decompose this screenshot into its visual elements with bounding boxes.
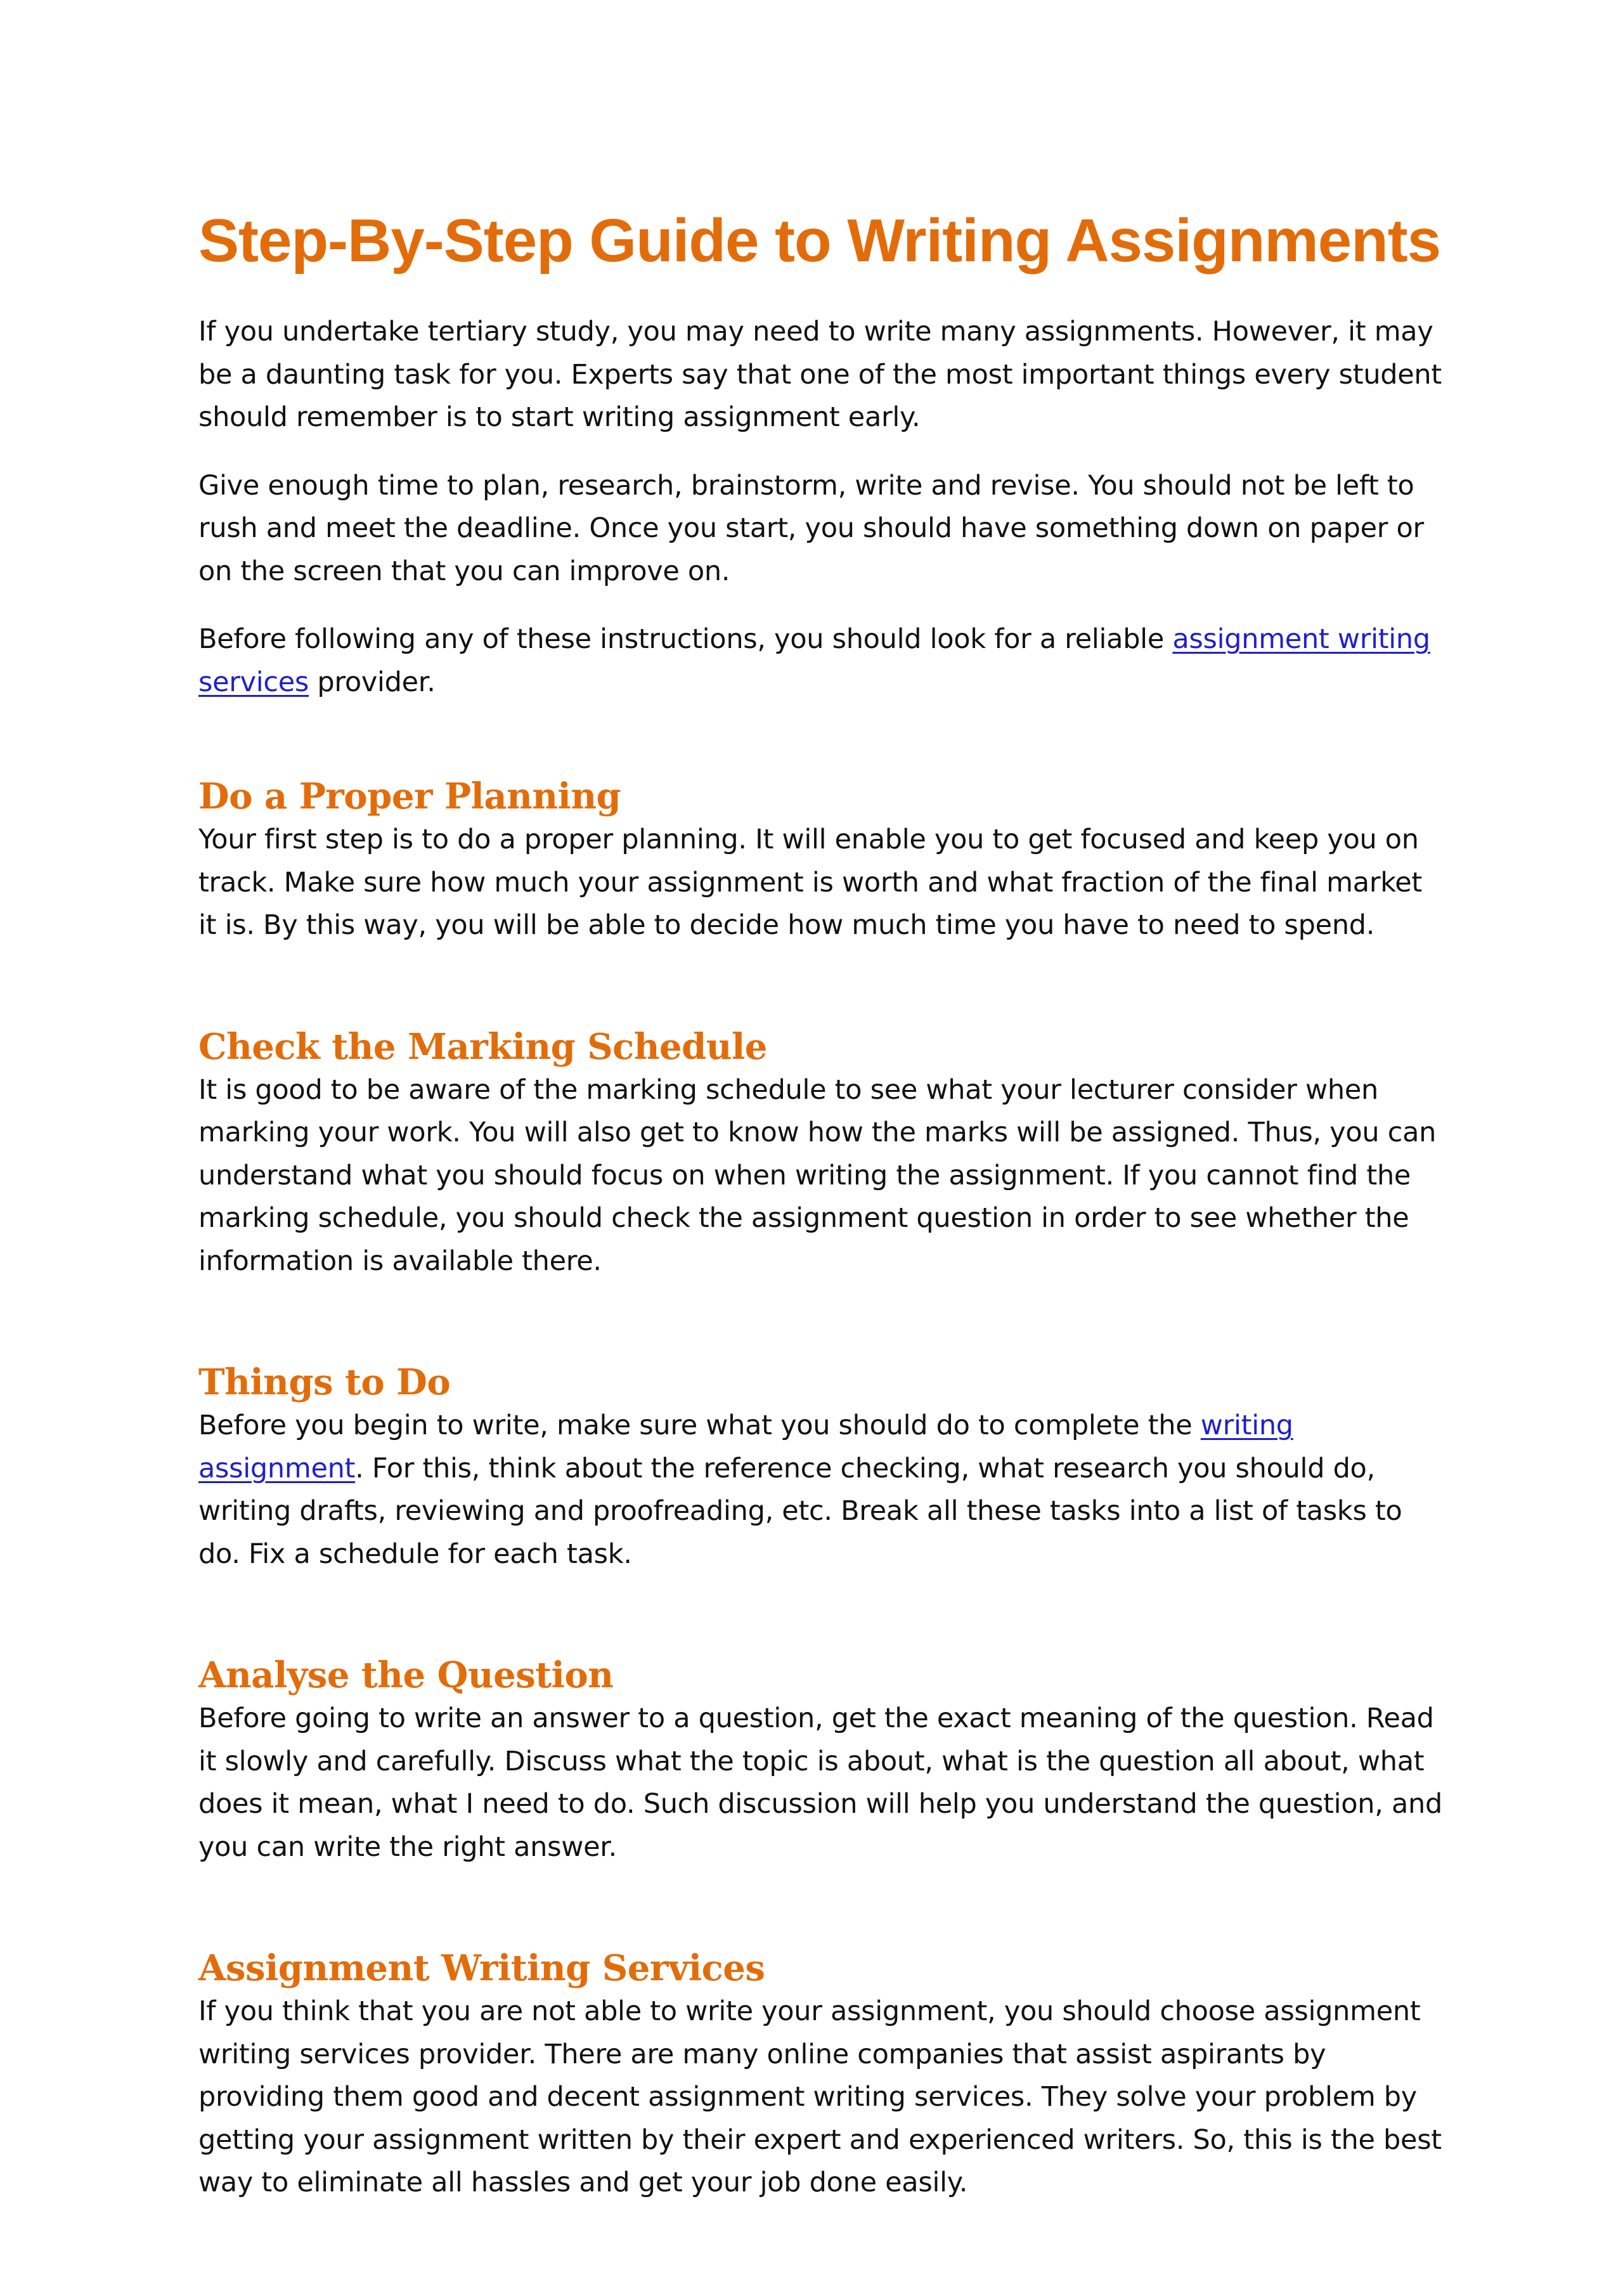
document-title: Step-By-Step Guide to Writing Assignments [198, 207, 1441, 275]
section-body-things-to-do [198, 1404, 1447, 1576]
section-analyse-question [198, 1649, 1447, 1869]
intro-paragraph-3-text-after: provider. [309, 666, 436, 698]
section-body-analyse-question: Before going to write an answer to a question, get the exact meaning of the question. Read it slowly and carefully. Discuss what the topic is about, what is the question all about, what does it mean, what I need to do. Such discussion will help you understand the question, and you can write the right answer. [198, 1703, 1442, 1863]
section-marking-schedule [198, 1020, 1447, 1283]
intro-paragraph-3-text-before: Before following any of these instructions, you should look for a reliable [198, 623, 1173, 655]
section-writing-services [198, 1942, 1447, 2205]
section-body-proper-planning: Your first step is to do a proper planning. It will enable you to get focused and keep you on track. Make sure how much your assignment is worth and what fraction of the final market it is. By this way, you will be able to decide how much time you have to need to spend. [198, 824, 1422, 941]
section-body-marking-schedule: It is good to be aware of the marking schedule to see what your lecturer consider when marking your work. You will also get to know how the marks will be assigned. Thus, you can understand what you should focus on when writing the assignment. If you cannot find the marking schedule, you should check the assignment question in order to see whether the information is available there. [198, 1073, 1437, 1277]
section-body-things-to-do-after: . For this, think about the reference checking, what research you should do, writing drafts, reviewing and proofreading, etc. Break all these tasks into a list of tasks to do. Fix a schedule for each task. [198, 1452, 1402, 1570]
section-heading-things-to-do: Things to Do [198, 1361, 451, 1403]
intro-paragraph-1: If you undertake tertiary study, you may need to write many assignments. However, it may be a daunting task for you. Experts say that one of the most important things every student should remember is to start writing assignment early. [198, 316, 1442, 433]
section-body-things-to-do-before: Before you begin to write, make sure what you should do to complete the [198, 1410, 1201, 1441]
section-heading-analyse-question: Analyse the Question [198, 1654, 614, 1696]
writing-assignment-link[interactable]: writing assignment [198, 1410, 1293, 1484]
section-things-to-do [198, 1356, 1447, 1576]
section-proper-planning [198, 770, 1447, 947]
section-heading-marking-schedule: Check the Marking Schedule [198, 1025, 767, 1068]
document-content [198, 190, 1447, 2205]
section-heading-writing-services: Assignment Writing Services [198, 1947, 765, 1989]
section-body-writing-services: If you think that you are not able to write your assignment, you should choose assignment writing services provider. There are many online companies that assist aspirants by providing them good and decent assignment writing services. They solve your problem by getting your assignment written by their expert and experienced writers. So, this is the best way to eliminate all hassles and get your job done easily. [198, 1995, 1442, 2198]
intro-paragraph-3 [198, 618, 1447, 704]
section-heading-proper-planning: Do a Proper Planning [198, 775, 621, 817]
assignment-writing-services-link[interactable]: assignment writing services [198, 623, 1430, 698]
intro-paragraph-2: Give enough time to plan, research, brainstorm, write and revise. You should not be left to rush and meet the deadline. Once you start, you should have something down on paper or on the screen that you can improve on. [198, 469, 1424, 587]
